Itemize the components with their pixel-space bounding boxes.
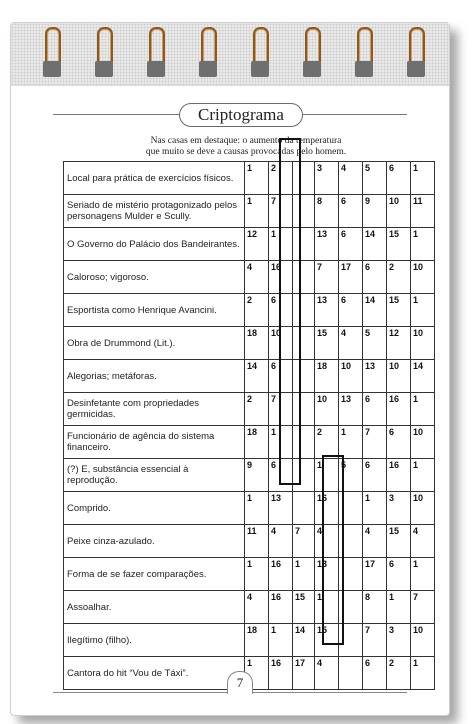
answer-cell[interactable]: 7 [269, 393, 293, 426]
answer-cell-blank[interactable] [293, 327, 315, 360]
answer-cell[interactable]: 1 [387, 591, 411, 624]
answer-cell[interactable]: 1 [315, 591, 339, 624]
answer-cell[interactable]: 17 [363, 558, 387, 591]
answer-cell[interactable]: 1 [411, 657, 435, 690]
spiral-ring-icon [43, 27, 61, 79]
answer-cell[interactable]: 6 [269, 360, 293, 393]
answer-cell[interactable]: 13 [269, 492, 293, 525]
footer-rule-right [251, 692, 407, 693]
answer-cell[interactable]: 1 [245, 558, 269, 591]
answer-cell[interactable]: 6 [269, 459, 293, 492]
answer-cell[interactable]: 14 [245, 360, 269, 393]
answer-cell-blank[interactable] [293, 426, 315, 459]
grid-row [64, 162, 435, 195]
grid-row [64, 327, 435, 360]
answer-cell[interactable]: 14 [411, 360, 435, 393]
spiral-binding-band [11, 23, 449, 86]
instruction-line-2: que muito se deve a causas provocadas pelo homem. [145, 147, 347, 157]
clue-text: Funcionário de agência do sistema financeiro. [64, 426, 245, 459]
answer-cell[interactable]: 10 [411, 261, 435, 294]
answer-cell[interactable]: 6 [387, 426, 411, 459]
answer-cell[interactable]: 1 [411, 162, 435, 195]
answer-cell[interactable]: 10 [315, 393, 339, 426]
spiral-ring-icon [251, 27, 269, 79]
answer-cell[interactable]: 10 [411, 624, 435, 657]
answer-cell-blank[interactable] [293, 360, 315, 393]
answer-cell[interactable]: 4 [339, 162, 363, 195]
answer-cell[interactable]: 4 [363, 525, 387, 558]
answer-cell-blank[interactable] [293, 459, 315, 492]
answer-cell[interactable]: 6 [363, 657, 387, 690]
answer-cell[interactable]: 18 [245, 327, 269, 360]
page-number: 7 [227, 671, 253, 694]
grid-row [64, 294, 435, 327]
answer-cell[interactable]: 15 [315, 327, 339, 360]
answer-cell-blank[interactable] [339, 591, 363, 624]
answer-cell[interactable]: 6 [363, 459, 387, 492]
spiral-ring-icon [303, 27, 321, 79]
answer-cell[interactable]: 2 [269, 162, 293, 195]
answer-cell-blank[interactable] [339, 525, 363, 558]
answer-cell[interactable]: 4 [339, 327, 363, 360]
grid-row [64, 591, 435, 624]
answer-cell[interactable]: 10 [411, 327, 435, 360]
answer-cell[interactable]: 14 [363, 228, 387, 261]
answer-cell[interactable]: 9 [363, 195, 387, 228]
answer-cell[interactable]: 7 [363, 624, 387, 657]
answer-cell-blank[interactable] [293, 492, 315, 525]
spiral-ring-icon [147, 27, 165, 79]
answer-cell[interactable]: 5 [363, 327, 387, 360]
answer-cell[interactable]: 1 [339, 426, 363, 459]
answer-cell[interactable]: 13 [363, 360, 387, 393]
answer-cell[interactable]: 17 [293, 657, 315, 690]
answer-cell[interactable]: 8 [315, 195, 339, 228]
answer-cell[interactable]: 4 [315, 525, 339, 558]
spiral-ring-icon [407, 27, 425, 79]
answer-cell[interactable]: 11 [245, 525, 269, 558]
answer-cell[interactable]: 6 [339, 228, 363, 261]
answer-cell[interactable]: 1 [411, 228, 435, 261]
answer-cell[interactable]: 13 [315, 558, 339, 591]
grid-row [64, 624, 435, 657]
answer-cell[interactable]: 1 [269, 426, 293, 459]
grid-row [64, 558, 435, 591]
clue-text: Alegorias; metáforas. [64, 360, 245, 393]
grid-row [64, 195, 435, 228]
answer-cell[interactable]: 2 [245, 393, 269, 426]
answer-cell[interactable]: 9 [245, 459, 269, 492]
grid-row [64, 261, 435, 294]
answer-cell[interactable]: 2 [387, 261, 411, 294]
clue-text: Forma de se fazer comparações. [64, 558, 245, 591]
answer-cell[interactable]: 18 [245, 426, 269, 459]
answer-cell[interactable]: 12 [387, 327, 411, 360]
answer-cell[interactable]: 1 [269, 624, 293, 657]
answer-cell[interactable]: 1 [293, 558, 315, 591]
answer-cell[interactable]: 18 [315, 360, 339, 393]
grid-row [64, 360, 435, 393]
answer-cell-blank[interactable] [293, 294, 315, 327]
grid-row [64, 228, 435, 261]
answer-cell[interactable]: 16 [315, 492, 339, 525]
answer-cell[interactable]: 10 [411, 492, 435, 525]
answer-cell[interactable]: 16 [269, 657, 293, 690]
answer-cell[interactable]: 16 [269, 591, 293, 624]
clue-text: Seriado de mistério protagonizado pelos personagens Mulder e Scully. [64, 195, 245, 228]
answer-cell[interactable]: 5 [339, 459, 363, 492]
answer-cell[interactable]: 1 [269, 228, 293, 261]
clue-text: Desinfetante com propriedades germicidas. [64, 393, 245, 426]
title-rule-left [53, 114, 179, 115]
answer-cell[interactable]: 4 [245, 591, 269, 624]
answer-cell-blank[interactable] [293, 261, 315, 294]
answer-cell[interactable]: 13 [339, 393, 363, 426]
answer-cell[interactable]: 16 [387, 459, 411, 492]
answer-cell[interactable]: 1 [245, 492, 269, 525]
answer-cell[interactable]: 7 [269, 195, 293, 228]
answer-cell-blank[interactable] [339, 492, 363, 525]
answer-cell[interactable]: 7 [363, 426, 387, 459]
answer-cell[interactable]: 4 [245, 261, 269, 294]
instruction-line-1: Nas casas em destaque: o aumento da temperatura [150, 136, 342, 146]
answer-cell[interactable]: 7 [411, 591, 435, 624]
answer-cell[interactable]: 6 [269, 294, 293, 327]
answer-cell[interactable]: 16 [269, 558, 293, 591]
answer-cell[interactable]: 6 [339, 195, 363, 228]
answer-cell[interactable]: 4 [315, 657, 339, 690]
answer-cell[interactable]: 1 [411, 558, 435, 591]
spiral-ring-icon [95, 27, 113, 79]
grid-row [64, 459, 435, 492]
answer-cell[interactable]: 10 [411, 426, 435, 459]
answer-cell[interactable]: 16 [269, 261, 293, 294]
answer-cell[interactable]: 11 [411, 195, 435, 228]
answer-cell[interactable]: 1 [411, 393, 435, 426]
answer-cell[interactable]: 2 [387, 657, 411, 690]
answer-cell[interactable]: 1 [245, 195, 269, 228]
answer-cell[interactable]: 4 [411, 525, 435, 558]
grid-row [64, 426, 435, 459]
clue-text: Cantora do hit “Vou de Táxi”. [64, 657, 245, 690]
answer-cell[interactable]: 3 [387, 624, 411, 657]
clue-text: Esportista como Henrique Avancini. [64, 294, 245, 327]
answer-cell[interactable]: 2 [315, 426, 339, 459]
clue-text: Assoalhar. [64, 591, 245, 624]
answer-cell[interactable]: 10 [269, 327, 293, 360]
answer-cell[interactable]: 1 [245, 657, 269, 690]
answer-cell[interactable]: 15 [293, 591, 315, 624]
answer-cell[interactable]: 13 [315, 294, 339, 327]
spiral-ring-icon [199, 27, 217, 79]
answer-cell[interactable]: 15 [387, 525, 411, 558]
answer-cell[interactable]: 5 [363, 162, 387, 195]
clue-text: Obra de Drummond (Lit.). [64, 327, 245, 360]
answer-cell[interactable]: 8 [363, 591, 387, 624]
answer-cell[interactable]: 4 [269, 525, 293, 558]
grid-row [64, 492, 435, 525]
clue-text: Peixe cinza-azulado. [64, 525, 245, 558]
answer-cell[interactable]: 15 [387, 228, 411, 261]
answer-cell[interactable]: 10 [339, 360, 363, 393]
answer-cell-blank[interactable] [293, 228, 315, 261]
answer-cell[interactable]: 1 [411, 294, 435, 327]
clue-text: Caloroso; vigoroso. [64, 261, 245, 294]
spiral-ring-icon [355, 27, 373, 79]
clue-text: (?) E, substância essencial à reprodução. [64, 459, 245, 492]
clue-text: Ilegítimo (filho). [64, 624, 245, 657]
answer-cell-blank[interactable] [339, 657, 363, 690]
answer-cell[interactable]: 6 [363, 261, 387, 294]
answer-cell[interactable]: 1 [411, 459, 435, 492]
answer-cell[interactable]: 15 [315, 624, 339, 657]
grid-row [64, 525, 435, 558]
answer-cell[interactable]: 1 [315, 459, 339, 492]
answer-cell-blank[interactable] [293, 393, 315, 426]
answer-cell[interactable]: 1 [363, 492, 387, 525]
answer-cell-blank[interactable] [339, 624, 363, 657]
answer-cell[interactable]: 15 [387, 294, 411, 327]
answer-cell[interactable]: 7 [293, 525, 315, 558]
instructions [111, 136, 381, 158]
answer-cell-blank[interactable] [293, 162, 315, 195]
answer-cell[interactable]: 3 [315, 162, 339, 195]
grid-row [64, 393, 435, 426]
answer-cell[interactable]: 10 [387, 195, 411, 228]
answer-cell[interactable]: 17 [339, 261, 363, 294]
answer-cell[interactable]: 6 [339, 294, 363, 327]
footer-rule-left [53, 692, 227, 693]
answer-cell[interactable]: 6 [363, 393, 387, 426]
answer-cell[interactable]: 14 [293, 624, 315, 657]
page-title: Criptograma [179, 103, 303, 127]
answer-cell[interactable]: 16 [387, 393, 411, 426]
answer-cell[interactable]: 6 [387, 162, 411, 195]
answer-cell[interactable]: 1 [245, 162, 269, 195]
title-rule-right [301, 114, 407, 115]
answer-cell[interactable]: 13 [315, 228, 339, 261]
answer-cell[interactable]: 6 [387, 558, 411, 591]
answer-cell[interactable]: 14 [363, 294, 387, 327]
clue-text: Local para prática de exercícios físicos. [64, 162, 245, 195]
answer-cell-blank[interactable] [339, 558, 363, 591]
answer-cell[interactable]: 7 [315, 261, 339, 294]
answer-cell[interactable]: 12 [245, 228, 269, 261]
answer-cell[interactable]: 10 [387, 360, 411, 393]
answer-cell[interactable]: 2 [245, 294, 269, 327]
cryptogram-grid [63, 161, 435, 690]
clue-text: Comprido. [64, 492, 245, 525]
answer-cell[interactable]: 3 [387, 492, 411, 525]
answer-cell[interactable]: 18 [245, 624, 269, 657]
workbook-page [10, 22, 450, 716]
answer-cell-blank[interactable] [293, 195, 315, 228]
clue-text: O Governo do Palácio dos Bandeirantes. [64, 228, 245, 261]
